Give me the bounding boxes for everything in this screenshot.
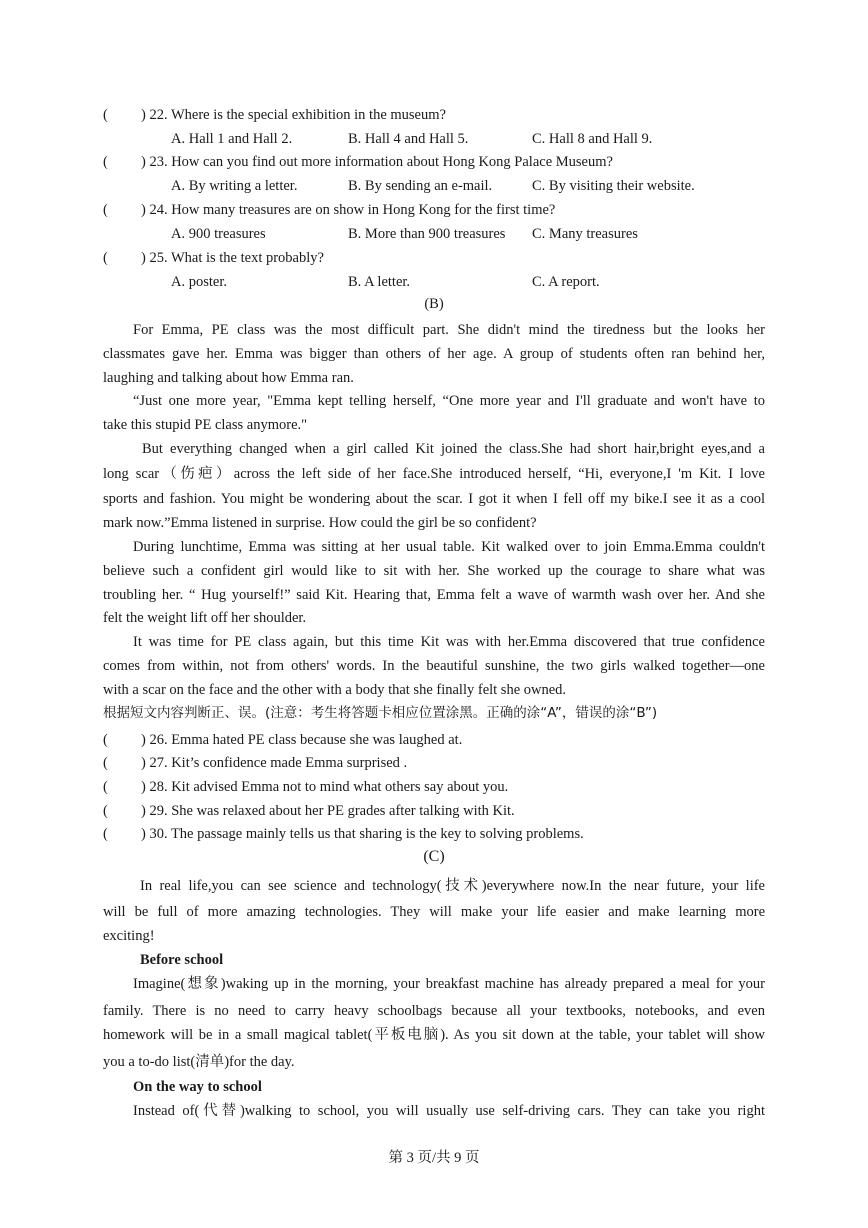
passage-line: with a scar on the face and the other with a body that she finally felt she owned.: [103, 682, 567, 698]
option: B. By sending an e-mail.: [348, 178, 493, 194]
page-footer: 第 3 页/共 9 页: [388, 1150, 480, 1166]
question-27: ( ) 27. Kit’s confidence made Emma surprised .: [103, 755, 408, 771]
subheading-before-school: Before school: [140, 952, 224, 968]
subheading-way-to-school: On the way to school: [133, 1079, 262, 1095]
option: C. By visiting their website.: [532, 178, 695, 194]
question-23: ( ) 23. How can you find out more information about Hong Kong Palace Museum?: [103, 154, 613, 170]
option: A. poster.: [171, 274, 227, 290]
question-24: ( ) 24. How many treasures are on show in Hong Kong for the first time?: [103, 202, 556, 218]
question-25: ( ) 25. What is the text probably?: [103, 250, 324, 266]
question-29: ( ) 29. She was relaxed about her PE grades after talking with Kit.: [103, 803, 515, 819]
passage-line: During lunchtime, Emma was sitting at her usual table. Kit walked over to join Emma.Emma couldn't: [133, 539, 765, 555]
option: C. Many treasures: [532, 226, 638, 242]
option: B. A letter.: [348, 274, 411, 290]
passage-line: troubling her. “ Hug yourself!” said Kit. Hearing that, Emma felt a wave of warmth wash over her. And she: [103, 587, 765, 603]
passage-line: In real life,you can see science and technology(技术)everywhere now.In the near future, your life: [140, 878, 765, 894]
section-b-heading: (B): [424, 296, 444, 312]
option: A. Hall 1 and Hall 2.: [171, 131, 293, 147]
question-30: ( ) 30. The passage mainly tells us that sharing is the key to solving problems.: [103, 826, 584, 842]
passage-line: mark now.”Emma listened in surprise. How could the girl be so confident?: [103, 515, 537, 531]
passage-line: “Just one more year, "Emma kept telling herself, “One more year and I'll graduate and won't have to: [133, 393, 765, 409]
option: C. A report.: [532, 274, 600, 290]
passage-line: Imagine(想象)waking up in the morning, your breakfast machine has already prepared a meal for your: [133, 976, 765, 992]
passage-line: you a to-do list(清单)for the day.: [103, 1054, 295, 1070]
passage-line: comes from within, not from others' words. In the beautiful sunshine, the two girls walked together—one: [103, 658, 765, 674]
option: B. More than 900 treasures: [348, 226, 506, 242]
judgment-instruction: 根据短文内容判断正、误。(注意：考生将答题卡相应位置涂黑。正确的涂“A”，错误的涂“B”): [103, 705, 658, 721]
option: A. 900 treasures: [171, 226, 266, 242]
passage-line: sports and fashion. You might be wondering about the scar. I got it when I fell off my bike.I see it as a cool: [103, 491, 765, 507]
passage-line: homework will be in a small magical tablet(平板电脑). As you sit down at the table, your tablet will show: [103, 1027, 765, 1043]
option: B. Hall 4 and Hall 5.: [348, 131, 469, 147]
question-28: ( ) 28. Kit advised Emma not to mind what others say about you.: [103, 779, 509, 795]
question-22: ( ) 22. Where is the special exhibition in the museum?: [103, 107, 446, 123]
question-26: ( ) 26. Emma hated PE class because she was laughed at.: [103, 732, 463, 748]
option: A. By writing a letter.: [171, 178, 298, 194]
passage-line: long scar（伤疤）across the left side of her face.She introduced herself, “Hi, everyone,I 'm Kit. I love: [103, 466, 765, 482]
passage-line: exciting!: [103, 928, 155, 944]
option: C. Hall 8 and Hall 9.: [532, 131, 653, 147]
passage-line: For Emma, PE class was the most difficult part. She didn't mind the tiredness but the looks her: [133, 322, 765, 338]
section-c-heading: (C): [423, 848, 445, 865]
passage-line: It was time for PE class again, but this time Kit was with her.Emma discovered that true confidence: [133, 634, 765, 650]
passage-line: Instead of(代替)walking to school, you will usually use self-driving cars. They can take you right: [133, 1103, 765, 1119]
passage-line: family. There is no need to carry heavy schoolbags because all your textbooks, notebooks, and even: [103, 1003, 765, 1019]
passage-line: will be full of more amazing technologies. They will make your life easier and make learning more: [103, 904, 765, 920]
passage-line: laughing and talking about how Emma ran.: [103, 370, 354, 386]
passage-line: But everything changed when a girl called Kit joined the class.She had short hair,bright eyes,and a: [142, 441, 765, 457]
passage-line: believe such a confident girl would like to sit with her. She worked up the courage to share what was: [103, 563, 765, 579]
passage-line: felt the weight lift off her shoulder.: [103, 610, 307, 626]
passage-line: take this stupid PE class anymore.": [103, 417, 308, 433]
passage-line: classmates gave her. Emma was bigger than others of her age. A group of students often ran behind her,: [103, 346, 765, 362]
